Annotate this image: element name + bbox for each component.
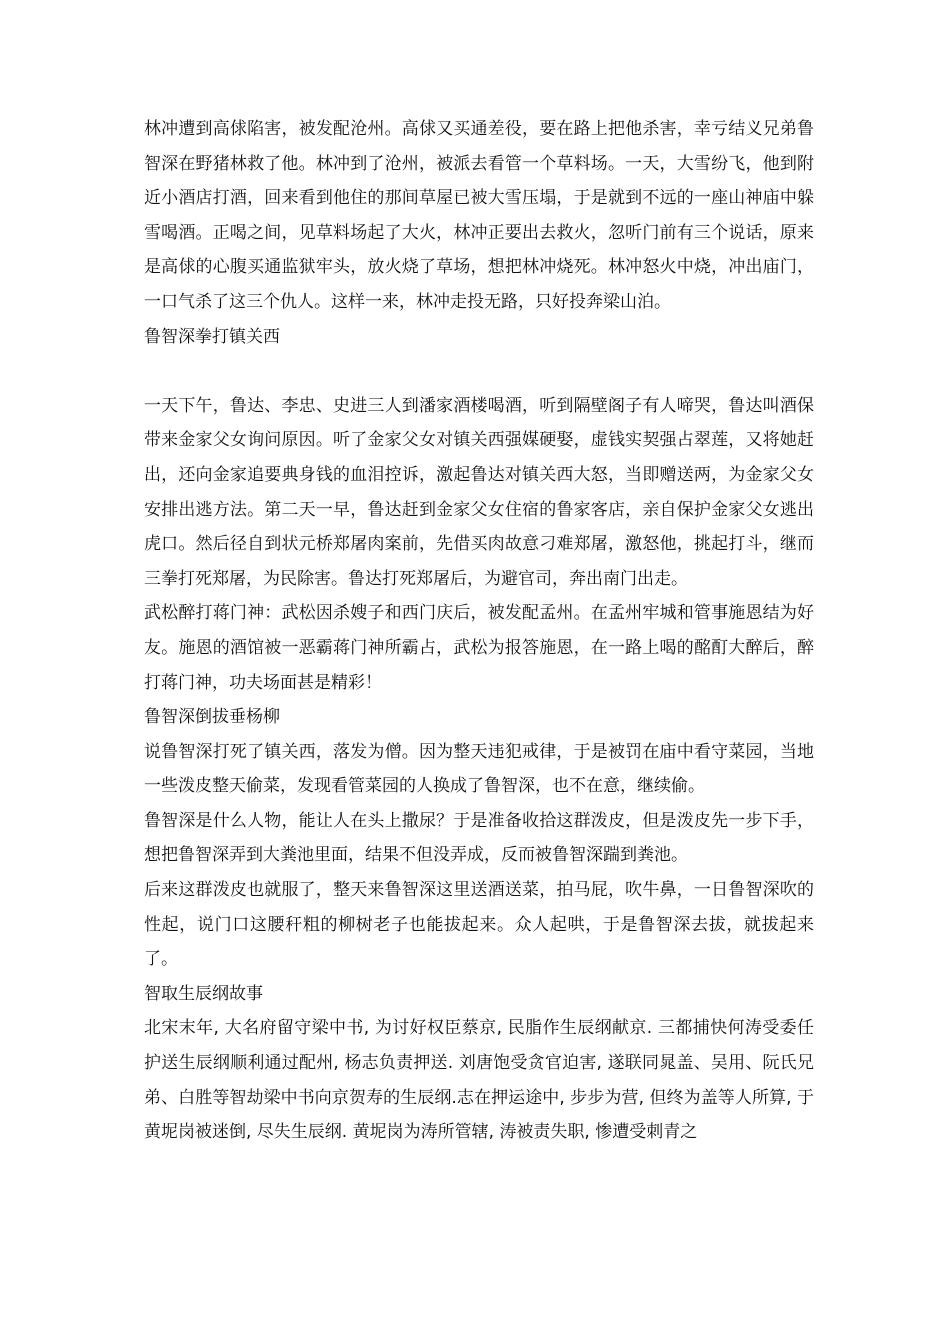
paragraph-willow-3: 后来这群泼皮也就服了，整天来鲁智深这里送酒送菜，拍马屁，吹牛鼻，一日鲁智深吹的性起，说门口这腰秆粗的柳树老子也能拔起来。众人起哄，于是鲁智深去拔，就拔起来了。 — [144, 880, 814, 970]
paragraph-lin-chong: 林冲遭到高俅陷害，被发配沧州。高俅又买通差役，要在路上把他杀害，幸亏结义兄弟鲁智深在野猪林救了他。林冲到了沧州，被派去看管一个草料场。一天，大雪纷飞，他到附近小酒店打酒，回来看到他住的那间草屋已被大雪压塌，于是就到不远的一座山神庙中躲雪喝酒。正喝之间，见草料场起了大火，林冲正要出去救火，忽听门前有三个说话，原来是高俅的心腹买通监狱牢头，放火烧了草场，想把林冲烧死。林冲怒火中烧，冲出庙门，一口气杀了这三个仇人。这样一来，林冲走投无路，只好投奔梁山泊。 — [144, 119, 814, 312]
heading-birthday-gifts: 智取生辰纲故事 — [144, 983, 263, 1004]
paragraph-willow-2: 鲁智深是什么人物，能让人在头上撒尿？于是准备收拾这群泼皮，但是泼皮先一步下手，想把鲁智深弄到大粪池里面，结果不但没弄成，反而被鲁智深踹到粪池。 — [144, 810, 814, 866]
document-body — [144, 112, 814, 1150]
paragraph-wu-song: 武松醉打蒋门神：武松因杀嫂子和西门庆后，被发配孟州。在孟州牢城和管事施恩结为好友。施恩的酒馆被一恶霸蒋门神所霸占，武松为报答施恩，在一路上喝的酩酊大醉后，醉打蒋门神，功夫场面甚是精彩！ — [144, 603, 814, 693]
blank-line — [144, 354, 814, 389]
paragraph-lu-da: 一天下午，鲁达、李忠、史进三人到潘家酒楼喝酒，听到隔壁阁子有人啼哭，鲁达叫酒保带来金家父女询问原因。听了金家父女对镇关西强媒硬娶，虚钱实契强占翠莲，又将她赶出，还向金家追要典身钱的血泪控诉，激起鲁达对镇关西大怒，当即赠送两，为金家父女安排出逃方法。第二天一早，鲁达赶到金家父女住宿的鲁家客店，亲自保护金家父女逃出虎口。然后径自到状元桥郑屠肉案前，先借买肉故意刁难郑屠，激怒他，挑起打斗，继而三拳打死郑屠，为民除害。鲁达打死郑屠后，为避官司，奔出南门出走。 — [144, 395, 814, 589]
heading-lu-zhishen-punches: 鲁智深拳打镇关西 — [144, 326, 280, 347]
paragraph-birthday-gifts: 北宋末年, 大名府留守梁中书, 为讨好权臣蔡京, 民脂作生辰纲献京. 三都捕快何涛受委任护送生辰纲顺利通过配州, 杨志负责押送. 刘唐饱受贪官迫害, 遂联同晁盖、吴用、阮氏兄弟、白胜等智劫梁中书向京贺寿的生辰纲.志在押运途中, 步步为营, 但终为盖等人所算, 于黄坭岗被迷倒, 尽失生辰纲. 黄坭岗为涛所管辖, 涛被责失职, 惨遭受刺青之 — [144, 1018, 814, 1143]
heading-lu-zhishen-willow: 鲁智深倒拔垂杨柳 — [144, 707, 280, 728]
paragraph-willow-1: 说鲁智深打死了镇关西，落发为僧。因为整天违犯戒律，于是被罚在庙中看守菜园，当地一些泼皮整天偷菜，发现看管菜园的人换成了鲁智深，也不在意，继续偷。 — [144, 741, 814, 797]
